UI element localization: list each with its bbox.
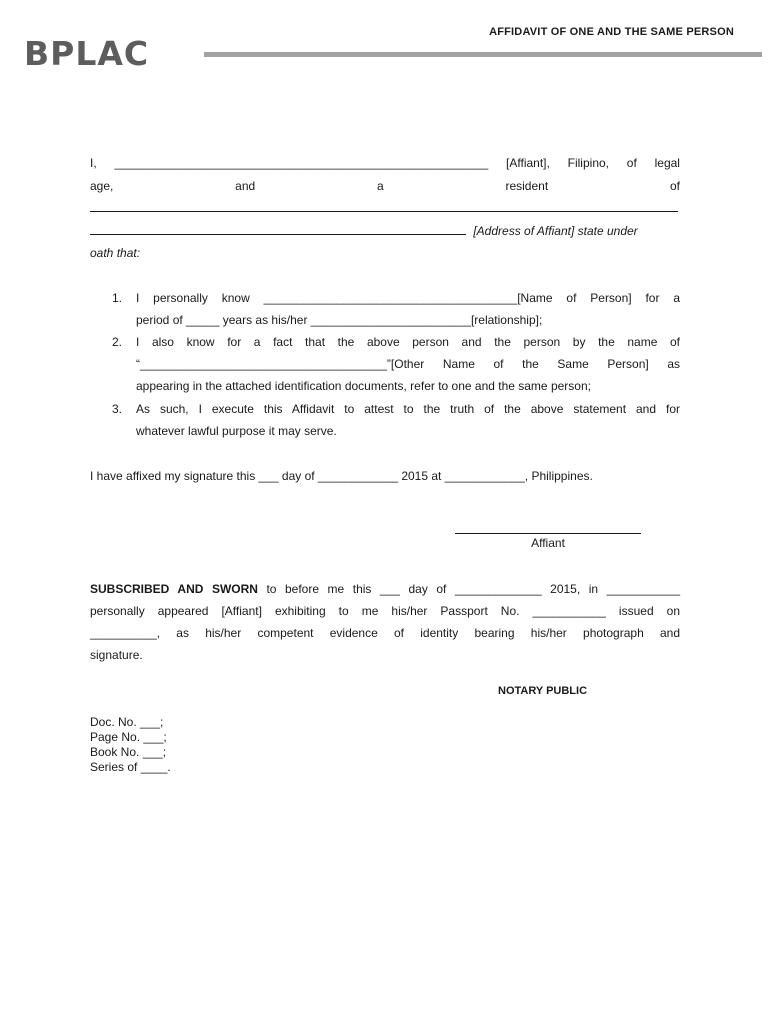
item-1-number: 1. [112, 291, 123, 305]
affiant-name-blank: ________________________________________________________ [114, 156, 489, 170]
doc-no: Doc. No. ___; [90, 715, 164, 729]
item-3-line-1: As such, I execute this Affidavit to attest to the truth of the above statement and for [136, 402, 680, 416]
address-blank-2 [90, 224, 466, 235]
item-2-line-2: “_____________________________________”[Other Name of the Same Person] as [136, 357, 680, 371]
series-of: Series of ____. [90, 760, 171, 774]
page-no: Page No. ___; [90, 730, 167, 744]
intro-affiant-suffix: [Affiant], Filipino, of legal [506, 156, 680, 170]
document-title: AFFIDAVIT OF ONE AND THE SAME PERSON [489, 26, 734, 38]
intro-line-4 [90, 224, 680, 238]
bplac-logo [24, 36, 202, 70]
signature-statement: I have affixed my signature this ___ day of ____________ 2015 at ____________, Philippines. [90, 469, 593, 483]
intro-line-2 [90, 179, 680, 193]
item-2-line-3: appearing in the attached identification documents, refer to one and the same person; [136, 379, 591, 393]
item-1-line-2: period of _____ years as his/her ________________________[relationship]; [136, 313, 543, 327]
item-1-line-1: I personally know ______________________________________[Name of Person] for a [136, 291, 680, 305]
intro-word: a [376, 179, 384, 193]
affiant-label: Affiant [531, 536, 565, 550]
item-3-number: 3. [112, 402, 123, 416]
header-rule [204, 52, 762, 57]
jurat-line-1 [90, 582, 680, 596]
notary-public-label: NOTARY PUBLIC [498, 685, 588, 697]
intro-word: of [669, 179, 680, 193]
address-blank-line [90, 211, 678, 212]
intro-word: and [235, 179, 256, 193]
jurat-line-1-rest: to before me this ___ day of _____________ 2015, in ___________ [266, 582, 680, 596]
affiant-signature-line [455, 533, 641, 534]
intro-word: resident [505, 179, 549, 193]
intro-word: age, [90, 179, 114, 193]
book-no: Book No. ___; [90, 745, 167, 759]
item-2-number: 2. [112, 335, 123, 349]
svg-text:BPLAC: BPLAC [24, 36, 150, 70]
jurat-line-2: personally appeared [Affiant] exhibiting to me his/her Passport No. ___________ issued on [90, 604, 680, 618]
intro-line-1 [90, 156, 680, 170]
jurat-line-4: signature. [90, 648, 143, 662]
intro-prefix: I, [90, 156, 97, 170]
jurat-line-3: __________, as his/her competent evidence of identity bearing his/her photograph and [90, 626, 680, 640]
intro-line-5: oath that: [90, 246, 141, 260]
address-label: [Address of Affiant] state under [473, 224, 638, 238]
item-2-line-1: I also know for a fact that the above person and the person by the name of [136, 335, 680, 349]
item-3-line-2: whatever lawful purpose it may serve. [136, 424, 337, 438]
jurat-bold: SUBSCRIBED AND SWORN [90, 582, 258, 596]
